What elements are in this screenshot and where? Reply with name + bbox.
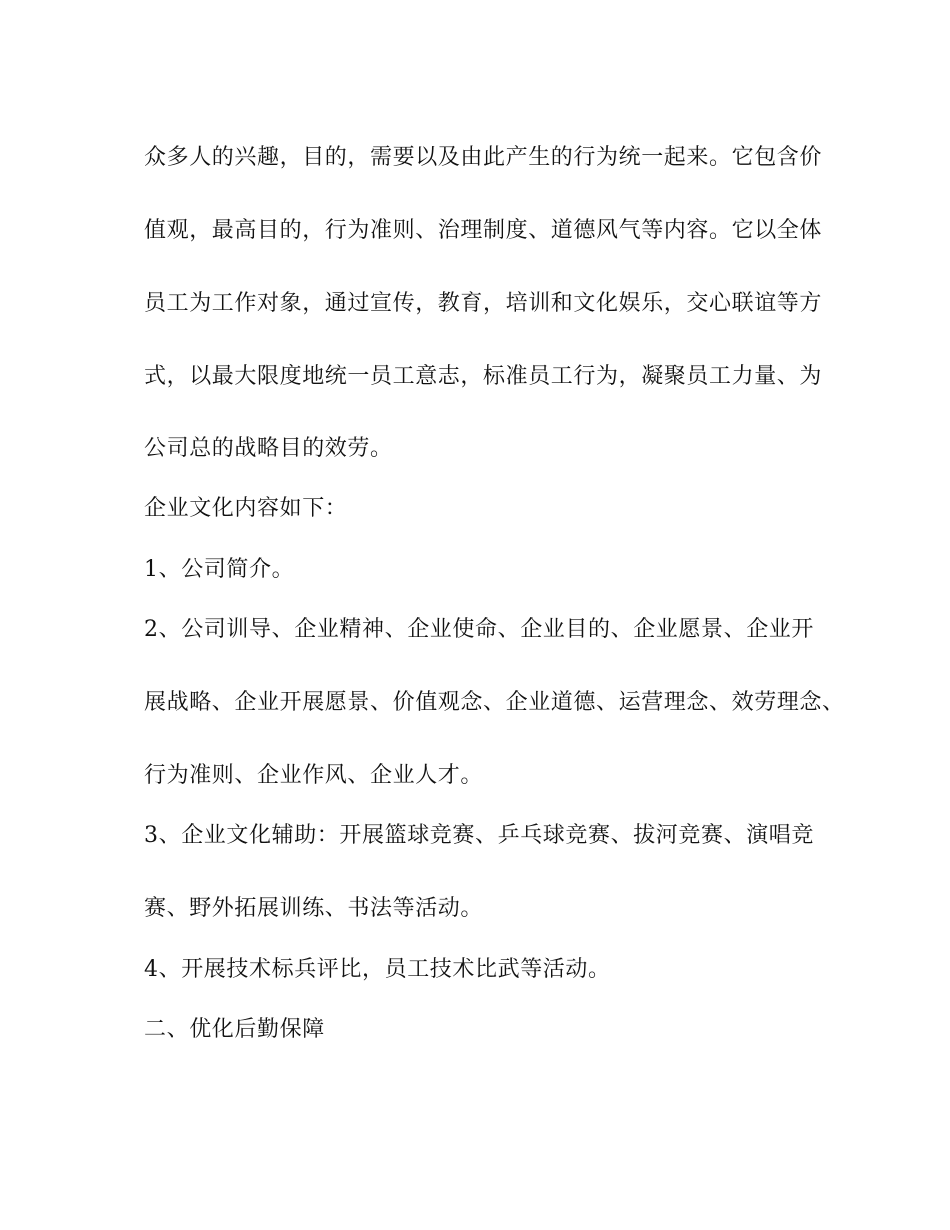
list-item-4: 4、开展技术标兵评比，员工技术比武等活动。 [144, 957, 611, 982]
paragraph-line: 众多人的兴趣，目的，需要以及由此产生的行为统一起来。它包含价 [144, 145, 823, 170]
paragraph-line: 公司总的战略目的效劳。 [144, 436, 393, 461]
list-item-2-line: 展战略、企业开展愿景、价值观念、企业道德、运营理念、效劳理念、 [144, 690, 845, 715]
paragraph-line: 值观，最高目的，行为准则、治理制度、道德风气等内容。它以全体 [144, 218, 823, 243]
list-item-3-line: 3、企业文化辅助：开展篮球竞赛、乒乓球竞赛、拔河竞赛、演唱竞 [144, 823, 814, 848]
list-item-3-line: 赛、野外拓展训练、书法等活动。 [144, 896, 484, 921]
section-heading: 二、优化后勤保障 [144, 1017, 325, 1042]
list-item-2-line: 2、公司训导、企业精神、企业使命、企业目的、企业愿景、企业开 [144, 617, 814, 642]
paragraph-line: 式，以最大限度地统一员工意志，标准员工行为，凝聚员工力量、为 [144, 364, 823, 389]
list-item-1: 1、公司简介。 [144, 557, 295, 582]
list-item-2-line: 行为准则、企业作风、企业人才。 [144, 763, 484, 788]
paragraph-line: 员工为工作对象，通过宣传，教育，培训和文化娱乐，交心联谊等方 [144, 291, 823, 316]
intro-text: 企业文化内容如下： [144, 496, 348, 521]
